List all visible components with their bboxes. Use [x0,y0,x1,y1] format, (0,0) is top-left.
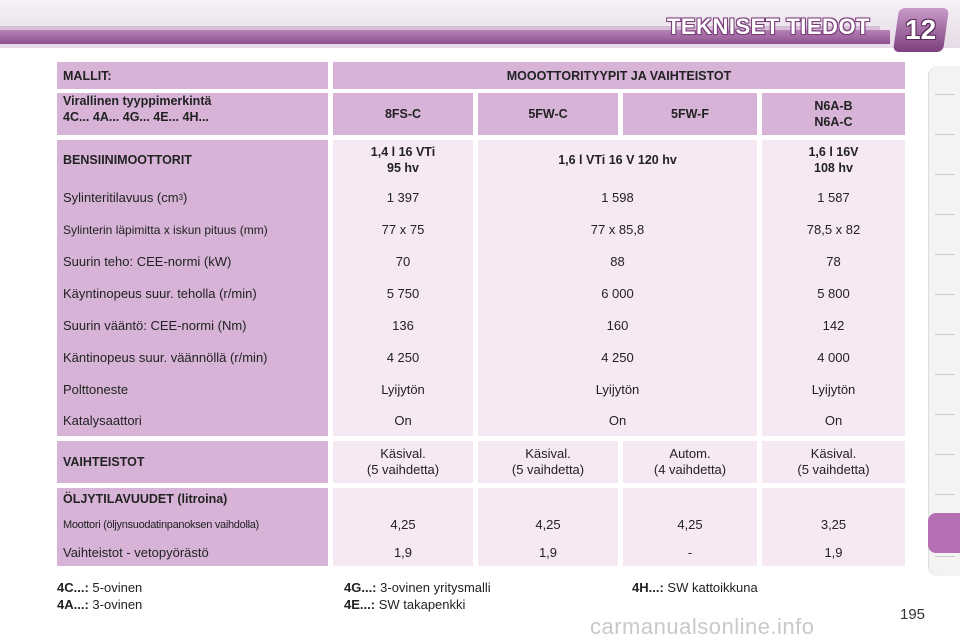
type-code: 5FW-F [623,93,757,135]
spec-value: Lyijytön [811,382,856,397]
type-code: N6A-C [814,115,853,129]
footnote [344,580,491,595]
models-label: MALLIT: [57,62,328,89]
tab-divider [935,494,955,495]
footnote [57,580,142,595]
spec-label-tail: ) [183,190,188,205]
engine-name: 1,6 l VTi 16 V 120 hv [558,153,677,167]
oil-value: 4,25 [677,517,703,532]
type-code-pair [762,93,905,135]
type-code: N6A-B [814,99,853,113]
oil-value: 4,25 [390,517,416,532]
spec-value: 6 000 [601,286,634,301]
footnote-code: 4A...: [57,597,89,612]
spec-label-text: Sylinteritilavuus (cm [63,190,179,205]
spec-value: 78,5 x 82 [806,222,861,237]
footnote [57,597,142,612]
oil-header-row [57,488,905,510]
oil-value: - [687,545,693,560]
gearbox-gears: (5 vaihdetta) [511,462,585,477]
spec-label: Suurin vääntö: CEE-normi (Nm) [63,318,247,333]
type-code: 8FS-C [333,93,473,135]
oil-engine-label: Moottori (öljynsuodatinpanoksen vaihdolla) [63,519,259,531]
spec-value: 1 587 [817,190,850,205]
spec-value: 77 x 75 [381,222,425,237]
tab-divider [935,334,955,335]
engine-name [333,140,473,180]
spec-value: 77 x 85,8 [590,222,645,237]
spec-value: 1 397 [386,190,420,205]
type-row [57,93,905,135]
table-row [57,512,905,538]
footnote-code: 4C...: [57,580,89,595]
tab-divider [935,254,955,255]
chapter-number: 12 [905,14,937,45]
footnote-code: 4H...: [632,580,664,595]
gearbox-gears: (5 vaihdetta) [366,462,440,477]
table-row [57,182,905,214]
spec-value: 78 [826,254,841,269]
footnote-code: 4E...: [344,597,376,612]
oil-value: 1,9 [393,545,413,560]
spec-value: Lyijytön [595,382,640,397]
spec-label: Katalysaattori [63,413,142,428]
spec-value: 160 [606,318,629,333]
tab-divider [935,454,955,455]
type-code: 5FW-C [478,93,618,135]
gearbox-gears: (5 vaihdetta) [797,462,870,477]
spec-value: 88 [610,254,625,269]
table-row [57,278,905,310]
engine-name-line2: 108 hv [814,161,853,175]
table-row [57,246,905,278]
spec-value: On [394,413,412,428]
spec-value: 5 800 [817,286,850,301]
footnote-text: SW takapenkki [378,597,466,612]
spec-value: 136 [392,318,414,333]
gearbox-type: Käsival. [380,446,426,461]
models-header: MOOOTTORITYYPIT JA VAIHTEISTOT [333,62,905,89]
spec-value: On [608,413,627,428]
spec-value: 1 598 [601,190,634,205]
spec-value: 70 [395,254,411,269]
spec-label: Sylinterin läpimitta x iskun pituus (mm) [63,223,268,237]
spec-value: 142 [822,318,845,333]
oil-gearbox-label: Vaihteistot - vetopyörästö [63,545,209,560]
gearbox-gears: (4 vaihdetta) [653,462,727,477]
spec-value: 4 250 [386,350,420,365]
spec-label: Suurin teho: CEE-normi (kW) [63,254,232,269]
tab-divider [935,134,955,135]
gearbox-row [57,441,905,483]
footnote-text: 3-ovinen yritysmalli [380,580,491,595]
table-row [57,342,905,374]
spec-label [57,182,328,214]
spec-value: Lyijytön [381,382,425,397]
table-header-row [57,62,905,89]
type-label [57,93,328,135]
gearbox-cell [333,441,473,483]
page-number: 195 [900,606,926,623]
footnote-code: 4G...: [344,580,377,595]
oil-value: 1,9 [824,545,843,560]
spec-label: Polttoneste [63,382,129,397]
table-row [57,406,905,436]
spec-value: 5 750 [386,286,420,301]
footnote-text: SW kattoikkuna [667,580,758,595]
spec-value: On [824,413,843,428]
spec-label: Käntinopeus suur. väännöllä (r/min) [63,350,268,365]
gearbox-type: Käsival. [525,446,571,461]
gearbox-cell [762,441,905,483]
active-chapter-tab[interactable] [928,513,960,553]
footnote [344,597,465,612]
engine-name-line2: 95 hv [387,161,419,175]
gearbox-cell [478,441,618,483]
spec-value: 4 250 [601,350,634,365]
oil-value: 1,9 [538,545,558,560]
spec-label: Käyntinopeus suur. teholla (r/min) [63,286,257,301]
tab-divider [935,214,955,215]
spec-value: 4 000 [817,350,850,365]
gearbox-label: VAIHTEISTOT [57,441,328,483]
engine-name-line1: 1,6 l 16V [808,145,859,159]
oil-label: ÖLJYTILAVUUDET (litroina) [63,492,228,506]
tab-divider [935,556,955,557]
footnote [632,580,758,595]
type-label-line1: Virallinen tyyppimerkintä [63,94,212,108]
engine-name-row [57,140,905,180]
type-label-line2: 4C... 4A... 4G... 4E... 4H... [63,110,209,124]
table-row [57,214,905,246]
tab-divider [935,294,955,295]
chapter-tabs[interactable] [928,66,960,576]
watermark: carmanualsonline.info [590,614,815,639]
tab-divider [935,414,955,415]
oil-value: 4,25 [535,517,561,532]
gearbox-type: Autom. [669,446,711,461]
engine-name-line1: 1,4 l 16 VTi [370,145,436,159]
spec-label-sup: 3 [178,193,184,202]
engines-label: BENSIINIMOOTTORIT [63,153,192,167]
engine-name [762,140,905,180]
oil-value: 3,25 [820,517,847,532]
tab-divider [935,94,955,95]
gearbox-type: Käsival. [810,446,857,461]
page-title: TEKNISET TIEDOT [666,14,870,39]
gearbox-cell [623,441,757,483]
tab-divider [935,374,955,375]
table-row [57,540,905,566]
table-row [57,374,905,406]
tab-divider [935,174,955,175]
footnote-text: 3-ovinen [92,597,143,612]
table-row [57,310,905,342]
chapter-badge[interactable] [893,8,949,52]
footnote-text: 5-ovinen [92,580,143,595]
